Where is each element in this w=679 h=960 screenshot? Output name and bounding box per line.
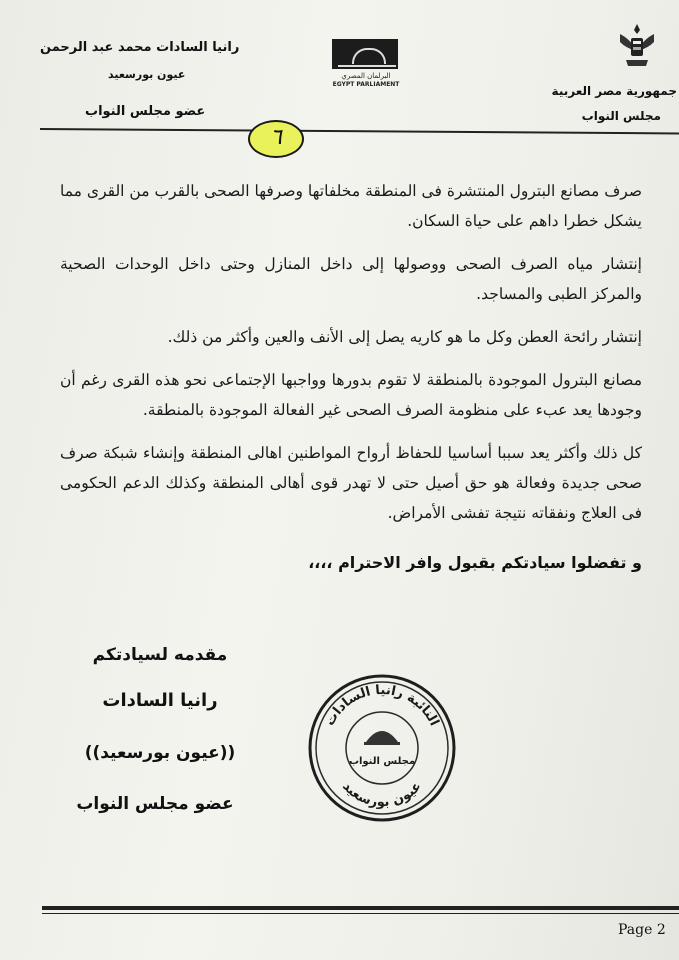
paragraph-5: كل ذلك وأكثر يعد سببا أساسيا للحفاظ أرواح المواطنين اهالى المنطقة وإنشاء شبكة صرف صحى جديدة وفعالة هو حق أصيل حتى لا تهدر قوى أهالى المنطقة وكذلك الدعم الحكومى فى العلاج ونفقاته نتيجة تفشى الأمراض. bbox=[60, 444, 642, 522]
paragraph-2: إنتشار مياه الصرف الصحى ووصولها إلى داخل المنازل وحتى داخل الوحدات الصحية والمركز الطبى والمساجد. bbox=[60, 255, 642, 303]
house-line: مجلس النواب bbox=[581, 109, 661, 123]
official-seal-stamp bbox=[306, 672, 458, 824]
country-line: جمهورية مصر العربية bbox=[551, 84, 677, 98]
seal-bottom-text: عيون بورسعيد bbox=[339, 779, 425, 811]
page-number-label: Page 2 bbox=[618, 922, 666, 938]
member-role: عضو مجلس النواب bbox=[85, 104, 206, 119]
logo-english-text: EGYPT PARLIAMENT bbox=[332, 81, 400, 88]
parliament-logo bbox=[330, 35, 402, 89]
logo-arabic-text: البرلمان المصري bbox=[341, 72, 391, 80]
signature-title: ((عيون بورسعيد)) bbox=[84, 743, 236, 763]
seal-inner-text: مجلس النواب bbox=[348, 756, 416, 767]
signature-role: عضو مجلس النواب bbox=[76, 794, 234, 814]
eagle-emblem-icon bbox=[616, 20, 658, 74]
seal-outer-text: النائبة رانيا السادات bbox=[322, 682, 442, 729]
footer-divider-thick bbox=[42, 906, 679, 910]
member-name: رانيا السادات محمد عبد الرحمن bbox=[40, 40, 240, 55]
closing-line: و تفضلوا سيادتكم بقبول وافر الاحترام ،،،، bbox=[308, 553, 642, 572]
footer-divider-thin bbox=[42, 913, 679, 914]
signature-name: رانيا السادات bbox=[102, 690, 218, 711]
paragraph-1: صرف مصانع البترول المنتشرة فى المنطقة مخلفاتها وصرفها الصحى بالقرب من القرى مما يشكل خطرا داهم على حياة السكان. bbox=[60, 182, 642, 230]
letter-body bbox=[60, 176, 642, 541]
paragraph-3: إنتشار رائحة العطن وكل ما هو كاريه يصل إلى الأنف والعين وأكثر من ذلك. bbox=[167, 328, 642, 346]
handwritten-page-number: ٦ bbox=[248, 120, 304, 158]
parliament-building-icon bbox=[332, 39, 398, 69]
header-divider bbox=[40, 128, 679, 134]
member-title: عيون بورسعيد bbox=[108, 68, 186, 81]
paragraph-4: مصانع البترول الموجودة بالمنطقة لا تقوم بدورها وواجبها الإجتماعى نحو هذه القرى رغم أن وجودها يعد عبء على منظومة الصرف الصحى غير الفعالة الموجودة بالمنطقة. bbox=[60, 371, 642, 419]
signature-submitted-by: مقدمه لسيادتكم bbox=[92, 645, 228, 665]
